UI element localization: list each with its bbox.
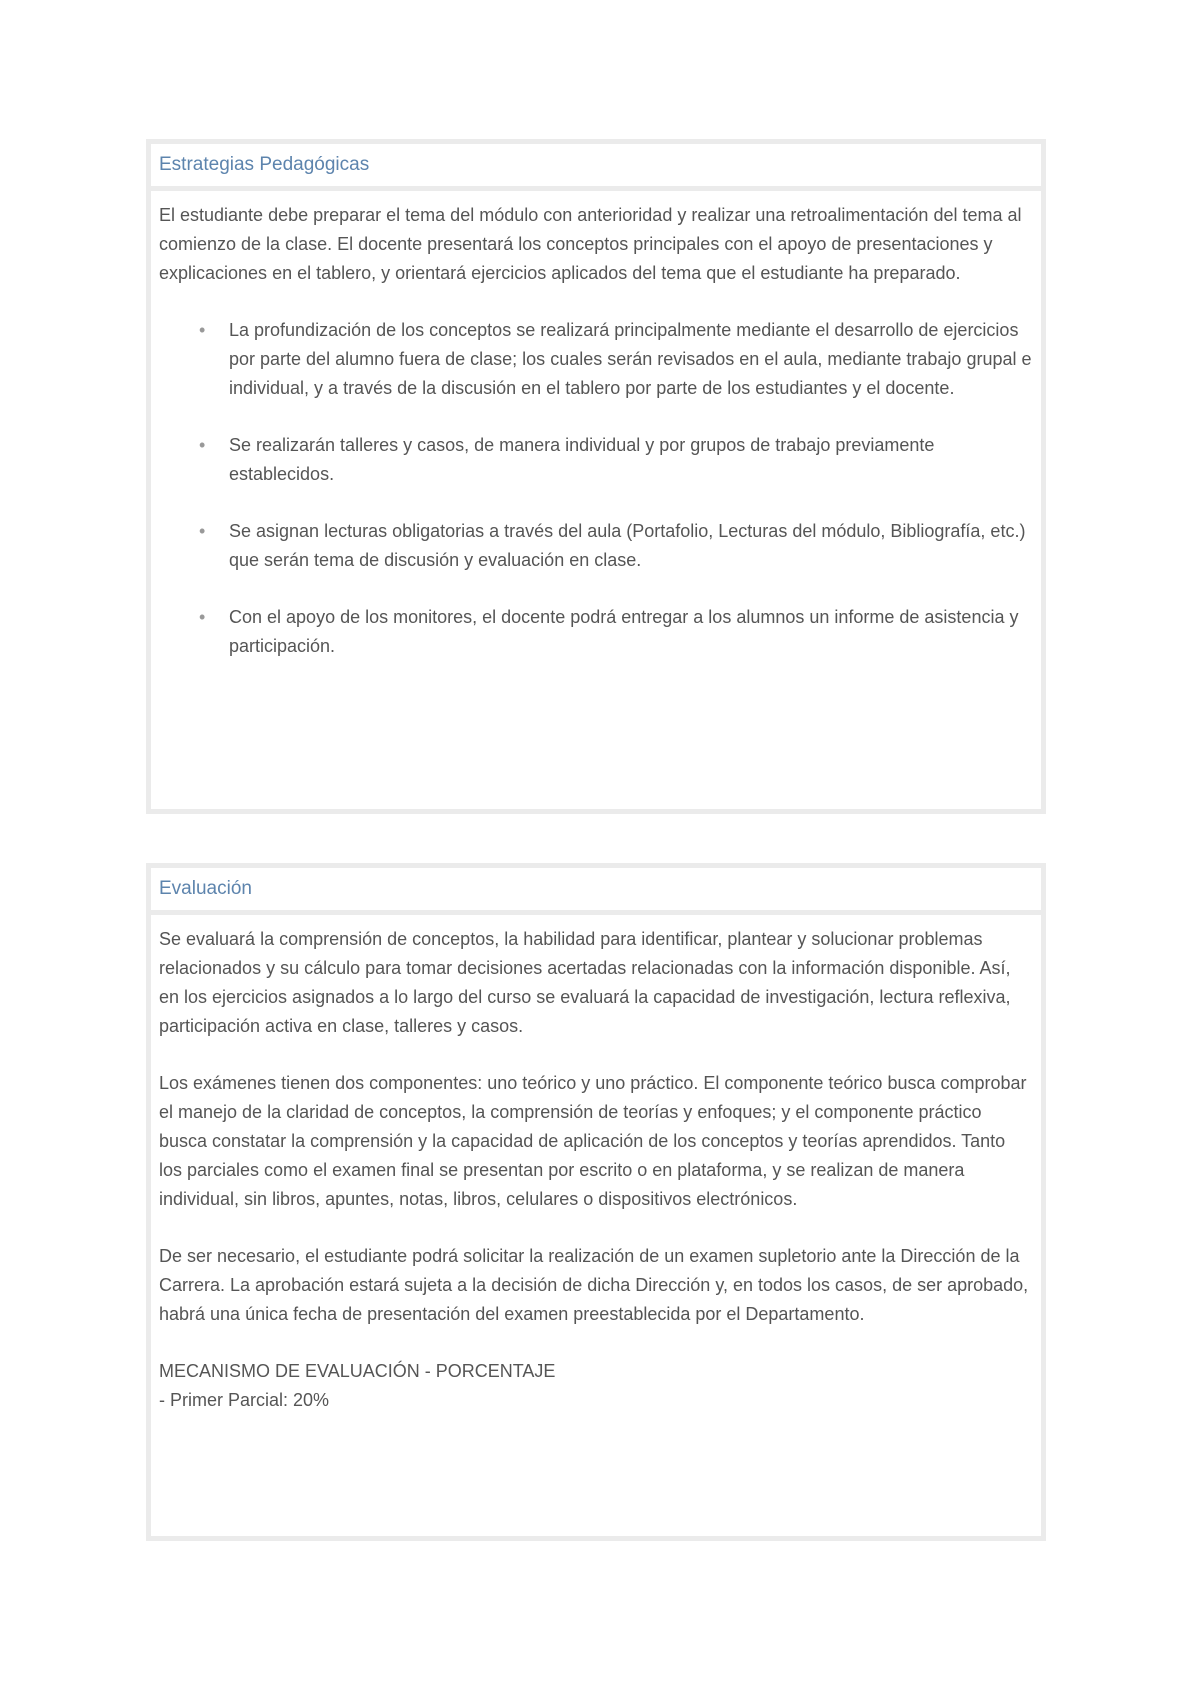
list-item (199, 517, 1033, 575)
weight-item: - Primer Parcial: 20% (159, 1390, 330, 1410)
weights-heading: MECANISMO DE EVALUACIÓN - PORCENTAJE (159, 1361, 556, 1381)
evaluation-panel (146, 863, 1046, 1541)
list-item-text: Se realizarán talleres y casos, de manera individual y por grupos de trabajo previamente establecidos. (229, 435, 935, 484)
list-item (199, 316, 1033, 403)
strategies-list (159, 316, 1033, 661)
list-item-text: Con el apoyo de los monitores, el docente podrá entregar a los alumnos un informe de asistencia y participación. (229, 607, 1019, 656)
strategies-panel-header (151, 144, 1041, 191)
bullet-icon: • (199, 320, 206, 340)
list-item-text: La profundización de los conceptos se realizará principalmente mediante el desarrollo de ejercicios por parte del alumno fuera de clase; los cuales serán revisados en el aula, mediante trabajo grupal e individual, y a través de la discusión en el tablero por parte de los estudiantes y el docente. (229, 320, 1032, 398)
strategies-intro: El estudiante debe preparar el tema del módulo con anterioridad y realizar una retroalimentación del tema al comienzo de la clase. El docente presentará los conceptos principales con el apoyo de presentaciones y explicaciones en el tablero, y orientará ejercicios aplicados del tema que el estudiante ha preparado. (159, 205, 1022, 283)
bullet-icon: • (199, 435, 206, 455)
list-item (199, 603, 1033, 661)
evaluation-panel-header (151, 868, 1041, 915)
strategies-title: Estrategias Pedagógicas (159, 154, 370, 175)
list-item (199, 431, 1033, 489)
evaluation-paragraph: Se evaluará la comprensión de conceptos, la habilidad para identificar, plantear y solucionar problemas relacionados y su cálculo para tomar decisiones acertadas relacionadas con la información disponible. Así, en los ejercicios asignados a lo largo del curso se evaluará la capacidad de investigación, lectura reflexiva, participación activa en clase, talleres y casos. (159, 929, 1011, 1036)
evaluation-paragraph: Los exámenes tienen dos componentes: uno teórico y uno práctico. El componente teórico busca comprobar el manejo de la claridad de conceptos, la comprensión de teorías y enfoques; y el componente práctico busca constatar la comprensión y la capacidad de aplicación de los conceptos y teorías aprendidos. Tanto los parciales como el examen final se presentan por escrito o en plataforma, y se realizan de manera individual, sin libros, apuntes, notas, libros, celulares o dispositivos electrónicos. (159, 1073, 1027, 1209)
evaluation-paragraph: De ser necesario, el estudiante podrá solicitar la realización de un examen supletorio ante la Dirección de la Carrera. La aprobación estará sujeta a la decisión de dicha Dirección y, en todos los casos, de ser aprobado, habrá una única fecha de presentación del examen preestablecida por el Departamento. (159, 1246, 1029, 1324)
evaluation-title: Evaluación (159, 878, 252, 899)
list-item-text: Se asignan lecturas obligatorias a través del aula (Portafolio, Lecturas del módulo, Bibliografía, etc.) que serán tema de discusión y evaluación en clase. (229, 521, 1026, 570)
strategies-panel (146, 139, 1046, 814)
strategies-panel-body (151, 191, 1041, 661)
bullet-icon: • (199, 607, 206, 627)
evaluation-panel-body (151, 915, 1041, 1415)
evaluation-weights (159, 1357, 1033, 1415)
bullet-icon: • (199, 521, 206, 541)
